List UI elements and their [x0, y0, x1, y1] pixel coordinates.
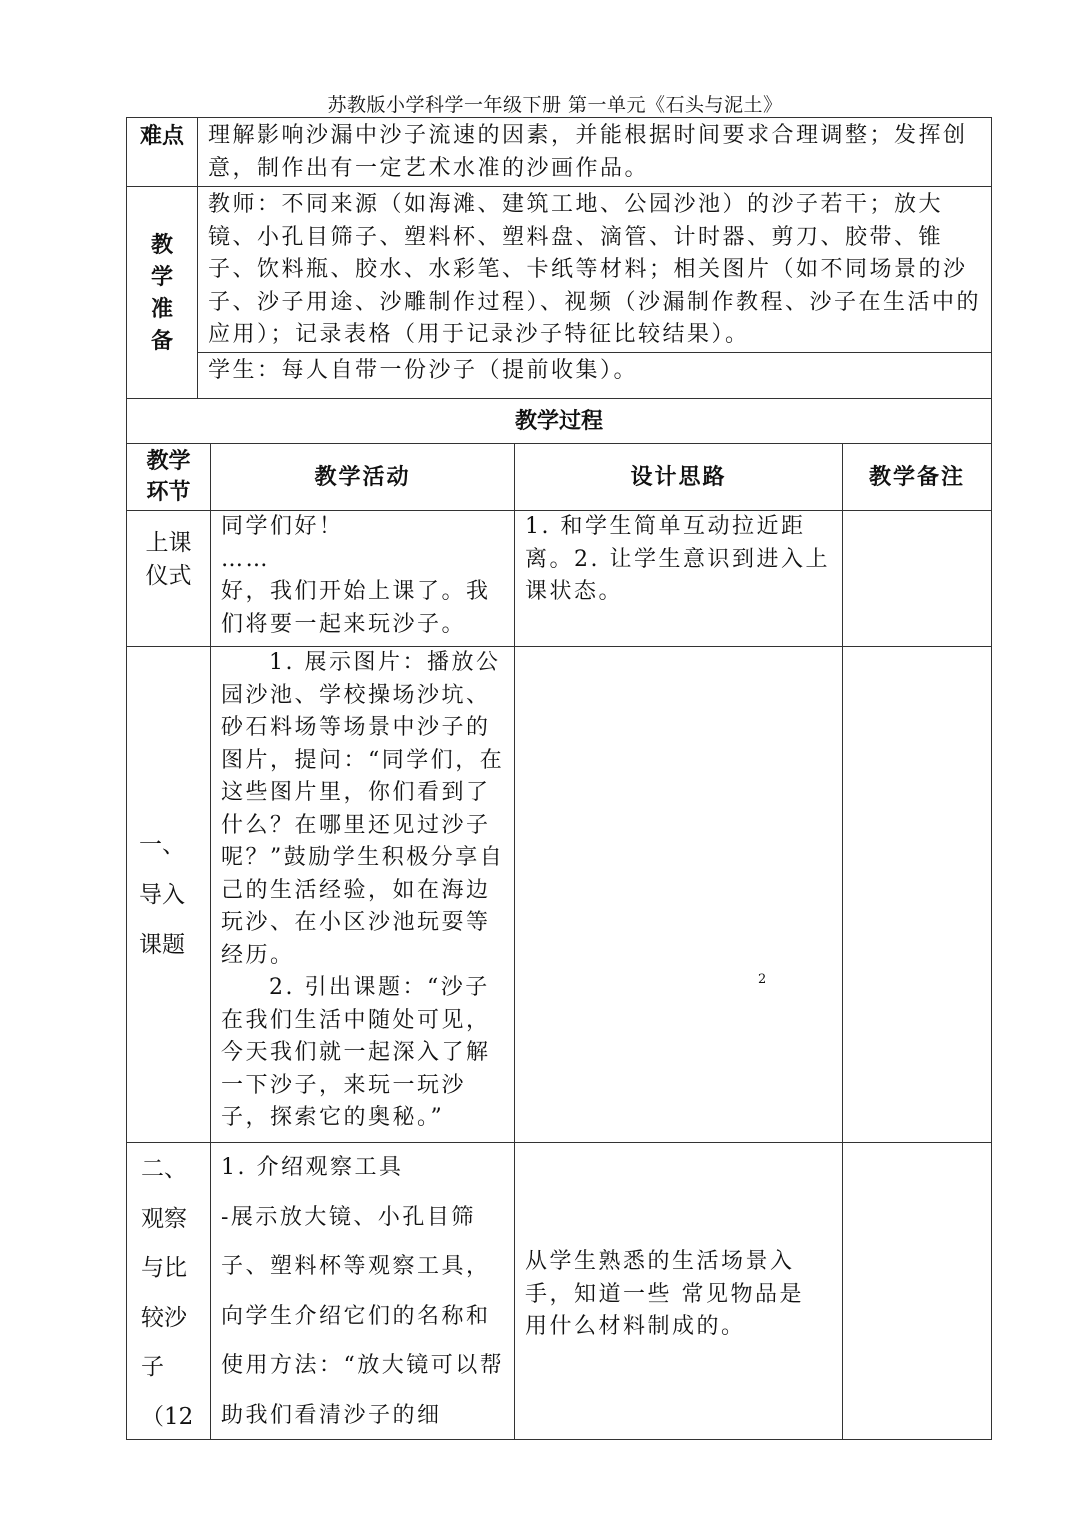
header-activity: 教学活动 — [314, 464, 411, 490]
row-observe-design: 从学生熟悉的生活场景入手，知道一些 常见物品是用什么材料制成的。 — [525, 1249, 804, 1339]
row-intro-design — [515, 647, 842, 1142]
row-ceremony-section — [127, 511, 210, 646]
header-remarks: 教学备注 — [868, 464, 965, 490]
page-number: 2 — [758, 972, 767, 987]
preparation-teacher: 教师：不同来源（如海滩、建筑工地、公园沙池）的沙子若干；放大镜、小孔目筛子、塑料杯、塑料盘、滴管、计时器、剪刀、胶带、锥子、饮料瓶、胶水、水彩笔、卡纸等材料；相关图片（如不同场景的沙子、沙子用途、沙雕制作过程）、视频（沙漏制作教程、沙子在生活中的应用）；记录表格（用于记录沙子特征比较结果）。 — [208, 192, 982, 347]
row-observe-remarks — [843, 1143, 991, 1439]
activity-line: 同学们好！ — [221, 514, 344, 539]
preparation-student: 学生：每人自带一份沙子（提前收集）。 — [208, 358, 639, 383]
page-header: 苏教版小学科学一年级下册 第一单元《石头与泥土》 — [327, 94, 783, 116]
row-observe-section — [127, 1143, 210, 1439]
row-intro-activity — [211, 647, 514, 1142]
row-observe-section-text: 二、观察与比较沙子（12 — [141, 1156, 194, 1430]
grid-line — [991, 117, 992, 1440]
preparation-label — [127, 187, 197, 398]
process-title: 教学过程 — [514, 408, 603, 434]
activity-paragraph: -展示放大镜、小孔目筛子、塑料杯等观察工具，向学生介绍它们的名称和使用方法：“放大镜可以帮助我们看清沙子的细 — [221, 1204, 505, 1428]
activity-line: 1. 介绍观察工具 — [221, 1155, 404, 1180]
row-ceremony-remarks — [843, 511, 991, 646]
preparation-label-text: 教学准备 — [150, 231, 173, 354]
row-observe-activity — [211, 1143, 514, 1439]
activity-line: 好，我们开始上课了。我们将要一起来玩沙子。 — [221, 579, 491, 637]
activity-paragraph: 1. 展示图片：播放公园沙池、学校操场沙坑、砂石料场等场景中沙子的图片，提问：“同学们，在这些图片里，你们看到了什么？在哪里还见过沙子呢？”鼓励学生积极分享自己的生活经验，如在海边玩沙、在小区沙池玩耍等经历。 — [221, 650, 505, 968]
header-section-text: 教学环节 — [146, 448, 191, 505]
activity-paragraph: 2. 引出课题：“沙子在我们生活中随处可见，今天我们就一起深入了解一下沙子，来玩一玩沙子，探索它的奥秘。” — [221, 975, 491, 1130]
row-ceremony-design: 1. 和学生简单互动拉近距离。2. 让学生意识到进入上课状态。 — [525, 514, 830, 604]
row-ceremony-section-text: 上课仪式 — [145, 530, 192, 589]
row-intro-remarks — [843, 647, 991, 1142]
row-ceremony-activity — [211, 511, 514, 646]
activity-line: …… — [221, 546, 270, 572]
difficulty-label: 难点 — [139, 123, 184, 149]
header-section — [127, 444, 210, 510]
row-intro-section-text: 一、导入课题 — [139, 831, 185, 958]
difficulty-text: 理解影响沙漏中沙子流速的因素，并能根据时间要求合理调整；发挥创意，制作出有一定艺术水准的沙画作品。 — [208, 123, 968, 181]
grid-line — [126, 1439, 992, 1440]
header-design: 设计思路 — [630, 464, 727, 490]
row-intro-section — [127, 647, 210, 1142]
